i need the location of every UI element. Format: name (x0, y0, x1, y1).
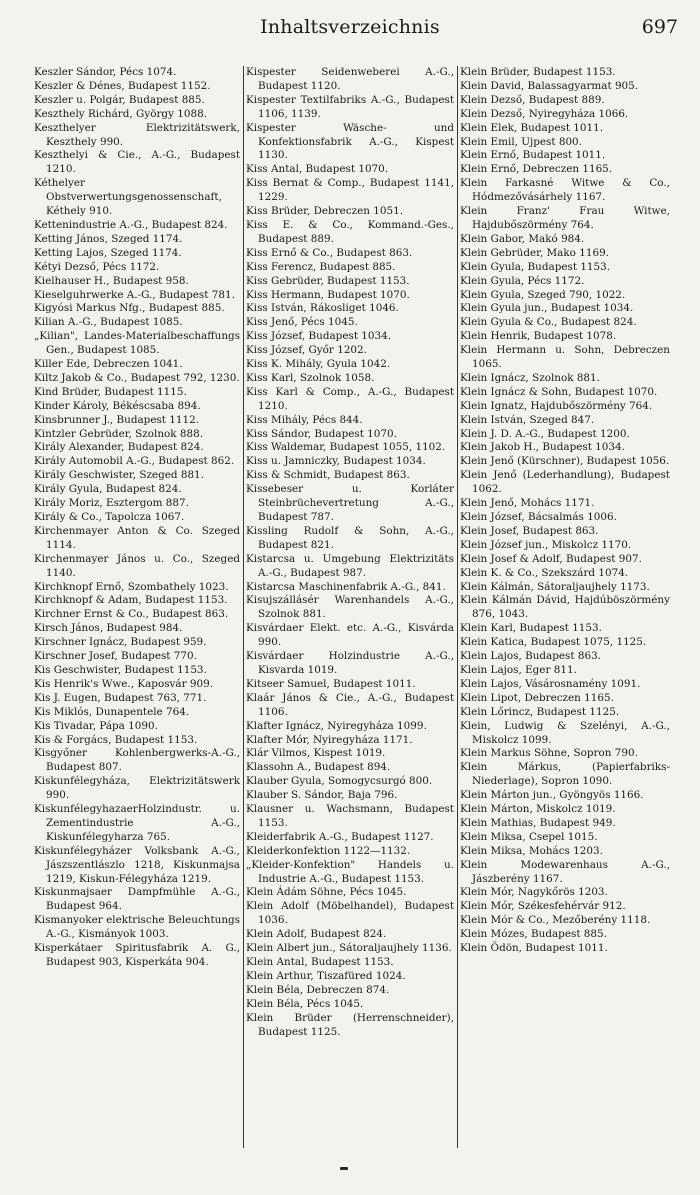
index-entry: Kisvárdaer Holzindustrie A.-G., Kisvarda 1019. (246, 650, 454, 676)
index-entry: Klein Lajos, Eger 811. (460, 663, 577, 676)
index-entry: Klein Dezső, Nyiregyháza 1066. (460, 107, 629, 120)
index-entry: Kind Brüder, Budapest 1115. (34, 385, 187, 398)
index-entry: Király Gyula, Budapest 824. (34, 483, 182, 496)
index-entry: Klein J. D. A.-G., Budapest 1200. (460, 427, 630, 440)
index-entry: Kis Geschwister, Budapest 1153. (34, 663, 207, 676)
index-entry: Kiss Gebrüder, Budapest 1153. (246, 274, 410, 287)
index-entry: Klein Gebrüder, Mako 1169. (460, 246, 609, 259)
index-entry: Kiss Hermann, Budapest 1070. (246, 288, 410, 301)
index-entry: Király & Co., Tapolcza 1067. (34, 511, 185, 523)
index-entry: Klauber Gyula, Somogycsurgó 800. (246, 775, 433, 788)
index-entry: Kleiderkonfektion 1122—1132. (246, 844, 411, 857)
index-entry: Klassohn A., Budapest 894. (246, 761, 391, 774)
page-title: Inhaltsverzeichnis (260, 16, 440, 38)
index-entry: Klein Gyula, Szeged 790, 1022. (460, 288, 626, 301)
index-entry: Kiss József, Budapest 1034. (246, 330, 392, 343)
index-entry: Klein K. & Co., Szekszárd 1074. (460, 566, 629, 579)
index-entry: Klein Mathias, Budapest 949. (460, 816, 616, 829)
index-entry: Kielhauser H., Budapest 958. (34, 274, 189, 287)
index-entry: KiskunfélegyhazaerHolzindustr. u. Zementindustrie A.-G., Kiskunfélegyharza 765. (34, 803, 240, 843)
index-entry: Klein Emil, Ujpest 800. (460, 135, 582, 148)
index-entry: Klauber S. Sándor, Baja 796. (246, 789, 398, 802)
index-entry: Klein Lőrincz, Budapest 1125. (460, 705, 620, 718)
index-entry: Klein Adolf, Budapest 824. (246, 928, 387, 941)
index-entry: Kiss Karl, Szolnok 1058. (246, 371, 375, 384)
index-entry: Klein Miksa, Mohács 1203. (460, 844, 603, 857)
index-entry: Kiskunfélegyházer Volksbank A.-G., Jászszentlászlo 1218, Kiskunmajsa 1219, Kiskun-Félegyháza 1219. (34, 844, 240, 885)
index-entry: Keszler Sándor, Pécs 1074. (34, 66, 177, 78)
index-column-2 (246, 66, 454, 1161)
index-entry: Klein József jun., Miskolcz 1170. (460, 538, 632, 551)
index-entry: Kiss Karl & Comp., A.-G., Budapest 1210. (246, 385, 454, 412)
index-entry: Kiss Bernat & Comp., Budapest 1141, 1229. (246, 177, 454, 204)
index-entry: Keszler & Dénes, Budapest 1152. (34, 79, 211, 92)
index-entry: Klein Antal, Budapest 1153. (246, 956, 394, 968)
index-entry: Kiss Brüder, Debreczen 1051. (246, 205, 404, 218)
index-entry: Klein Hermann u. Sohn, Debreczen 1065. (460, 344, 670, 371)
index-entry: Klein Josef & Adolf, Budapest 907. (460, 552, 642, 565)
index-entry: Kisperkátaer Spiritusfabrik A. G., Budapest 903, Kisperkáta 904. (34, 942, 240, 968)
index-entry: Keszthely Richárd, György 1088. (34, 107, 207, 120)
index-entry: Kiss u. Jamniczky, Budapest 1034. (246, 455, 426, 468)
column-divider (243, 66, 244, 1148)
index-entry: Klein Gyula jun., Budapest 1034. (460, 302, 634, 315)
index-entry: Király Geschwister, Szeged 881. (34, 469, 204, 482)
index-entry: Kiss Ferencz, Budapest 885. (246, 260, 396, 273)
index-entry: Kirchner Ernst & Co., Budapest 863. (34, 608, 229, 621)
index-entry: Ketting János, Szeged 1174. (34, 232, 183, 245)
index-entry: Klein Lajos, Budapest 863. (460, 650, 601, 663)
index-entry: Kitseer Samuel, Budapest 1011. (246, 677, 416, 690)
index-entry: Klein Lipot, Debreczen 1165. (460, 691, 614, 704)
index-entry: Klein István, Szeged 847. (460, 413, 595, 426)
index-entry: Kétyi Dezső, Pécs 1172. (34, 260, 160, 273)
index-entry: Kinder Károly, Békéscsaba 894. (34, 399, 201, 412)
page-header (0, 16, 700, 46)
index-entry: Klár Vilmos, Kispest 1019. (246, 747, 386, 760)
index-entry: Kispester Seidenweberei A.-G., Budapest 1120. (246, 66, 454, 92)
index-entry: Klein Béla, Debreczen 874. (246, 983, 390, 996)
index-entry: Kirchknopf Ernő, Szombathely 1023. (34, 580, 229, 593)
index-entry: Kiss Jenő, Pécs 1045. (246, 316, 358, 329)
index-entry: Kilian A.-G., Budapest 1085. (34, 316, 183, 329)
index-entry: Király Moriz, Esztergom 887. (34, 497, 189, 510)
page-number: 697 (641, 16, 678, 38)
index-entry: Kiss E. & Co., Kommand.-Ges., Budapest 889. (246, 218, 454, 245)
index-entry: Kismanyoker elektrische Beleuchtungs A.-G., Kismányok 1003. (34, 914, 240, 941)
index-entry: Kiss Mihály, Pécs 844. (246, 413, 363, 426)
index-entry: Klein Henrik, Budapest 1078. (460, 330, 617, 343)
index-entry: Klein Brüder, Budapest 1153. (460, 66, 616, 78)
index-entry: Kistarcsa u. Umgebung Elektrizitäts A.-G., Budapest 987. (246, 552, 454, 579)
index-entry: Kiss Sándor, Budapest 1070. (246, 427, 397, 440)
index-entry: Klein Jenő, Mohács 1171. (460, 497, 595, 510)
index-entry: Kigyósi Markus Nfg., Budapest 885. (34, 302, 225, 315)
index-entry: Kis & Forgács, Budapest 1153. (34, 733, 198, 746)
index-entry: Klein Ernő, Debreczen 1165. (460, 163, 613, 176)
index-entry: Klein Jenő (Lederhandlung), Budapest 1062. (460, 469, 670, 496)
index-entry: Klein Kálmán, Sátoraljaujhely 1173. (460, 580, 650, 593)
index-entry: Klafter Ignácz, Nyiregyháza 1099. (246, 719, 427, 732)
index-columns (34, 66, 684, 1166)
index-entry: Klein Márkus, (Papierfabriks-Niederlage), Sopron 1090. (460, 761, 670, 788)
index-entry: Keszthelyer Elektrizitätswerk, Keszthely 990. (34, 121, 240, 148)
index-entry: Klein Arthur, Tiszafüred 1024. (246, 969, 406, 982)
index-entry: Klein Ignácz & Sohn, Budapest 1070. (460, 385, 658, 398)
index-entry: Kirchknopf & Adam, Budapest 1153. (34, 594, 228, 607)
index-entry: Klein Karl, Budapest 1153. (460, 622, 602, 635)
index-entry: Kieselguhrwerke A.-G., Budapest 781. (34, 288, 235, 301)
index-entry: Klein, Ludwig & Szelényi, A.-G., Miskolcz 1099. (460, 719, 670, 746)
index-entry: Kissling Rudolf & Sohn, A.-G., Budapest 821. (246, 524, 454, 551)
index-entry: Kiskunmajsaer Dampfmühle A.-G., Budapest 964. (34, 886, 240, 913)
index-entry: Klein József, Bácsalmás 1006. (460, 511, 617, 523)
index-entry: Killer Ede, Debreczen 1041. (34, 358, 183, 371)
index-entry: Kiskunfélegyháza, Elektrizitätswerk 990. (34, 775, 240, 802)
index-entry: Kis Miklós, Dunapentele 764. (34, 705, 190, 718)
index-entry: Kirchenmayer János u. Co., Szeged 1140. (34, 552, 240, 579)
index-entry: Kiss Ernő & Co., Budapest 863. (246, 246, 413, 259)
index-entry: Kis Henrik's Wwe., Kaposvár 909. (34, 677, 214, 690)
index-entry: Kistarcsa Maschinenfabrik A.-G., 841. (246, 580, 446, 593)
index-entry: Keszthelyi & Cie., A.-G., Budapest 1210. (34, 149, 240, 176)
index-entry: Kinsbrunner J., Budapest 1112. (34, 413, 200, 426)
index-entry: Klein Kálmán Dávid, Hajdúböszörmény 876, 1043. (460, 594, 670, 621)
index-entry: Klein Adolf (Möbelhandel), Budapest 1036. (246, 900, 454, 927)
index-entry: Klein Béla, Pécs 1045. (246, 997, 364, 1010)
index-entry: Klein Markus Söhne, Sopron 790. (460, 747, 638, 760)
index-entry: Klein Dezső, Budapest 889. (460, 93, 605, 106)
index-entry: Kiss Antal, Budapest 1070. (246, 163, 389, 176)
index-entry: Klein Albert jun., Sátoraljaujhely 1136. (246, 942, 452, 955)
index-entry: Kirschner Josef, Budapest 770. (34, 650, 197, 663)
footer-mark (340, 1167, 348, 1170)
index-entry: Klein David, Balassagyarmat 905. (460, 79, 639, 92)
index-entry: Keszler u. Polgár, Budapest 885. (34, 93, 205, 106)
index-entry: Kirschner Ignácz, Budapest 959. (34, 636, 207, 649)
column-divider (457, 66, 458, 1148)
index-entry: Klein Franz' Frau Witwe, Hajdubőszörmény 764. (460, 205, 670, 231)
index-entry: Kintzler Gebrüder, Szolnok 888. (34, 427, 204, 440)
index-entry: Kirsch János, Budapest 984. (34, 622, 183, 635)
index-entry: Klein Mór & Co., Mezőberény 1118. (460, 914, 651, 927)
index-entry: Király Alexander, Budapest 824. (34, 441, 204, 454)
index-entry: Klein Márton, Miskolcz 1019. (460, 803, 616, 816)
index-entry: Klein Ernő, Budapest 1011. (460, 149, 606, 162)
index-entry: Klein Márton jun., Gyöngyös 1166. (460, 789, 644, 802)
index-entry: Ketting Lajos, Szeged 1174. (34, 246, 182, 259)
index-entry: Klein Farkasné Witwe & Co., Hódmezővásárhely 1167. (460, 177, 670, 204)
index-entry: Kis Tivadar, Pápa 1090. (34, 719, 158, 732)
index-entry: Klein Modewarenhaus A.-G., Jászberény 1167. (460, 858, 670, 885)
index-entry: Klein Jenő (Kürschner), Budapest 1056. (460, 455, 670, 468)
index-entry: Klein Ödön, Budapest 1011. (460, 942, 608, 955)
index-entry: Klein Ádám Söhne, Pécs 1045. (246, 886, 407, 899)
index-entry: Kis J. Eugen, Budapest 763, 771. (34, 691, 207, 704)
index-entry: Kiss István, Rákosliget 1046. (246, 302, 399, 315)
index-entry: Klein Mór, Nagykőrös 1203. (460, 886, 608, 899)
index-entry: Kéthelyer Obstverwertungsgenossenschaft, Kéthely 910. (34, 177, 222, 218)
index-entry: Király Automobil A.-G., Budapest 862. (34, 455, 235, 468)
index-entry: „Kilian", Landes-Materialbeschaffungs Gen., Budapest 1085. (34, 330, 240, 357)
index-entry: Kispester Textilfabriks A.-G., Budapest 1106, 1139. (246, 93, 454, 120)
index-entry: Klein Lajos, Vásárosnamény 1091. (460, 677, 641, 690)
index-entry: Klein Gyula, Pécs 1172. (460, 274, 585, 287)
index-column-3 (460, 66, 670, 1161)
index-entry: Kleiderfabrik A.-G., Budapest 1127. (246, 830, 434, 843)
index-entry: Klein Gabor, Makó 984. (460, 232, 585, 245)
index-entry: Kiltz Jakob & Co., Budapest 792, 1230. (34, 371, 240, 384)
index-entry: Klein Mór, Székesfehérvár 912. (460, 900, 626, 913)
index-entry: Kisujszállásér Warenhandels A.-G., Szolnok 881. (246, 594, 454, 621)
index-entry: Klafter Mór, Nyiregyháza 1171. (246, 733, 413, 746)
index-entry: Klein Brüder (Herrenschneider), Budapest 1125. (246, 1011, 454, 1038)
index-entry: Kiss & Schmidt, Budapest 863. (246, 469, 410, 482)
index-entry: Klein Ignácz, Szolnok 881. (460, 371, 600, 384)
index-entry: Kiss K. Mihály, Gyula 1042. (246, 358, 391, 371)
index-entry: Klein Mózes, Budapest 885. (460, 928, 607, 941)
index-entry: Kettenindustrie A.-G., Budapest 824. (34, 218, 228, 231)
index-entry: Klein Katica, Budapest 1075, 1125. (460, 636, 647, 649)
index-entry: Kiss József, Győr 1202. (246, 344, 367, 357)
index-entry: Kispester Wäsche- und Konfektionsfabrik A.-G., Kispest 1130. (246, 121, 454, 162)
index-entry: Kiss Waldemar, Budapest 1055, 1102. (246, 441, 446, 454)
index-entry: Klein Gyula, Budapest 1153. (460, 260, 611, 273)
index-entry: Klein Jakob H., Budapest 1034. (460, 441, 625, 454)
index-entry: Klaár János & Cie., A.-G., Budapest 1106. (246, 691, 454, 718)
index-entry: Kisgyőner Kohlenbergwerks-A.-G., Budapest 807. (34, 747, 240, 774)
index-column-1 (34, 66, 240, 1161)
index-entry: „Kleider-Konfektion" Handels u. Industrie A.-G., Budapest 1153. (246, 858, 454, 885)
index-entry: Klein Ignatz, Hajdubőszörmény 764. (460, 399, 653, 412)
index-entry: Klausner u. Wachsmann, Budapest 1153. (246, 803, 454, 829)
index-entry: Klein Gyula & Co., Budapest 824. (460, 316, 637, 329)
index-entry: Klein Elek, Budapest 1011. (460, 121, 604, 134)
index-entry: Kirchenmayer Anton & Co. Szeged 1114. (34, 524, 240, 551)
index-entry: Klein Josef, Budapest 863. (460, 524, 599, 537)
index-entry: Klein Miksa, Csepel 1015. (460, 830, 598, 843)
index-entry: Kissebeser u. Korláter Steinbrüchevertretung A.-G., Budapest 787. (246, 483, 454, 523)
index-entry: Kisvárdaer Elekt. etc. A.-G., Kisvárda 990. (246, 622, 454, 649)
